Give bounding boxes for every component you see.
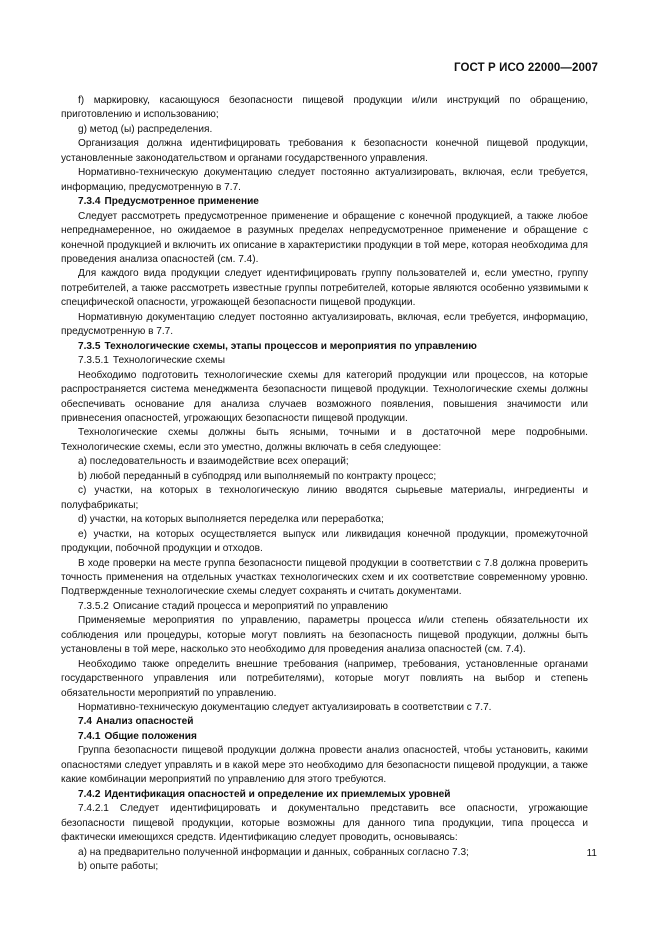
section-title: Идентификация опасностей и определение их приемлемых уровней bbox=[104, 788, 451, 800]
paragraph: Нормативно-техническую документацию следует постоянно актуализировать, включая, если требуется, информацию, предусмотренную в 7.7. bbox=[61, 167, 588, 193]
list-item-b: b) любой переданный в субподряд или выполняемый по контракту процесс; bbox=[78, 470, 437, 482]
section-number: 7.3.5 bbox=[78, 340, 101, 352]
list-item-e: e) участки, на которых осуществляется выпуск или ликвидация конечной продукции, промежуточной продукции, побочной продукции и отходов. bbox=[61, 528, 588, 555]
section-title: Общие положения bbox=[104, 730, 197, 742]
paragraph: Нормативно-техническую документацию следует актуализировать в соответствии с 7.7. bbox=[78, 702, 492, 714]
list-item-b: b) опыте работы; bbox=[78, 861, 159, 873]
paragraph: Необходимо подготовить технологические схемы для категорий продукции или процессов, на которые распространяется система менеджмента безопасности пищевой продукции. Технологические схемы должны обеспечивать основание для анализа случаев возможного появления, повышения значимости или привнесения опасностей, угрожающих безопасности пищевой продукции. bbox=[61, 369, 588, 424]
subsection-title: Технологические схемы bbox=[112, 355, 225, 367]
list-item-a: a) на предварительно полученной информации и данных, собранных согласно 7.3; bbox=[78, 846, 469, 858]
subsection-number: 7.3.5.1 bbox=[78, 355, 109, 367]
paragraph: Для каждого вида продукции следует идентифицировать группу пользователей и, если уместно, группу потребителей, а также рассмотреть известные группы потребителей, которые являются особенно уязвимыми к специфической опасности, угрожающей безопасности пищевой продукции. bbox=[61, 268, 588, 309]
paragraph: 7.4.2.1 Следует идентифицировать и документально представить все опасности, угрожающие безопасности пищевой продукции, которые возможны для данного типа продукции, типа процесса и фактически имеющихся средств. Идентификацию следует проводить, основываясь: bbox=[61, 803, 588, 844]
paragraph: В ходе проверки на месте группа безопасности пищевой продукции в соответствии с 7.8 должна проверить точность применения на отдельных участках технологических схем и их соответствие современному уровню. Подтвержденные технологические схемы следует сохранять и считать документами. bbox=[61, 557, 588, 598]
paragraph: Применяемые мероприятия по управлению, параметры процесса и/или степень обязательности их соблюдения или процедуры, которые могут повлиять на безопасность пищевой продукции, должны быть установлены в той мере, насколько это необходимо для проведения анализа опасностей (см. 7.4). bbox=[61, 615, 588, 656]
section-title: Предусмотренное применение bbox=[104, 196, 259, 208]
subsection-number: 7.3.5.2 bbox=[78, 600, 109, 612]
list-item-f: f) маркировку, касающуюся безопасности пищевой продукции и/или инструкций по обращению, приготовлению и использованию; bbox=[61, 95, 588, 121]
section-number: 7.4 bbox=[78, 716, 93, 728]
paragraph: Следует рассмотреть предусмотренное применение и обращение с конечной продукцией, а также любое непреднамеренное, но ожидаемое в разумных пределах непредусмотренное применение и обращение с конечной продукцией и включить их описание в характеристики продукции в той мере, которая необходима для проведения анализа опасностей (см. 7.4). bbox=[61, 210, 588, 265]
page-body bbox=[61, 94, 588, 874]
section-heading-7-4-2 bbox=[61, 788, 588, 802]
section-number: 7.4.2 bbox=[78, 788, 101, 800]
subsection-heading-7-3-5-1 bbox=[61, 354, 588, 368]
section-heading-7-3-4 bbox=[61, 195, 588, 209]
section-heading-7-4 bbox=[61, 715, 588, 729]
page-number: 11 bbox=[586, 848, 597, 859]
section-number: 7.4.1 bbox=[78, 730, 101, 742]
paragraph: Группа безопасности пищевой продукции должна провести анализ опасностей, чтобы установить, какими опасностями следует управлять и в какой мере это необходимо для безопасности пищевой продукции, а также какие комбинации мероприятий по управлению для этого требуются. bbox=[61, 745, 588, 786]
document-header: ГОСТ Р ИСО 22000—2007 bbox=[453, 62, 598, 74]
subsection-heading-7-3-5-2 bbox=[61, 600, 588, 614]
section-title: Технологические схемы, этапы процессов и мероприятия по управлению bbox=[104, 340, 477, 352]
list-item-a: a) последовательность и взаимодействие всех операций; bbox=[78, 456, 349, 468]
subsection-title: Описание стадий процесса и мероприятий по управлению bbox=[112, 600, 388, 612]
section-heading-7-4-1 bbox=[61, 730, 588, 744]
paragraph: Нормативную документацию следует постоянно актуализировать, включая, если требуется, информацию, предусмотренную в 7.7. bbox=[61, 311, 588, 338]
list-item-g: g) метод (ы) распределения. bbox=[78, 123, 213, 135]
section-title: Анализ опасностей bbox=[96, 716, 194, 728]
paragraph: Необходимо также определить внешние требования (например, требования, установленные органами государственного управления или потребителями), которые могут повлиять на выбор и степень обязательности мероприятий по управлению. bbox=[61, 658, 588, 699]
paragraph: Технологические схемы должны быть ясными, точными и в достаточной мере подробными. Технологические схемы, если это уместно, должны включать в себя следующее: bbox=[61, 427, 588, 453]
section-number: 7.3.4 bbox=[78, 196, 101, 208]
section-heading-7-3-5 bbox=[61, 340, 588, 354]
list-item-d: d) участки, на которых выполняется переделка или переработка; bbox=[78, 514, 384, 526]
paragraph: Организация должна идентифицировать требования к безопасности конечной пищевой продукции, установленные законодательством и органами государственного управления. bbox=[61, 138, 588, 164]
list-item-c: c) участки, на которых в технологическую линию вводятся сырьевые материалы, ингредиенты и полуфабрикаты; bbox=[61, 485, 588, 511]
